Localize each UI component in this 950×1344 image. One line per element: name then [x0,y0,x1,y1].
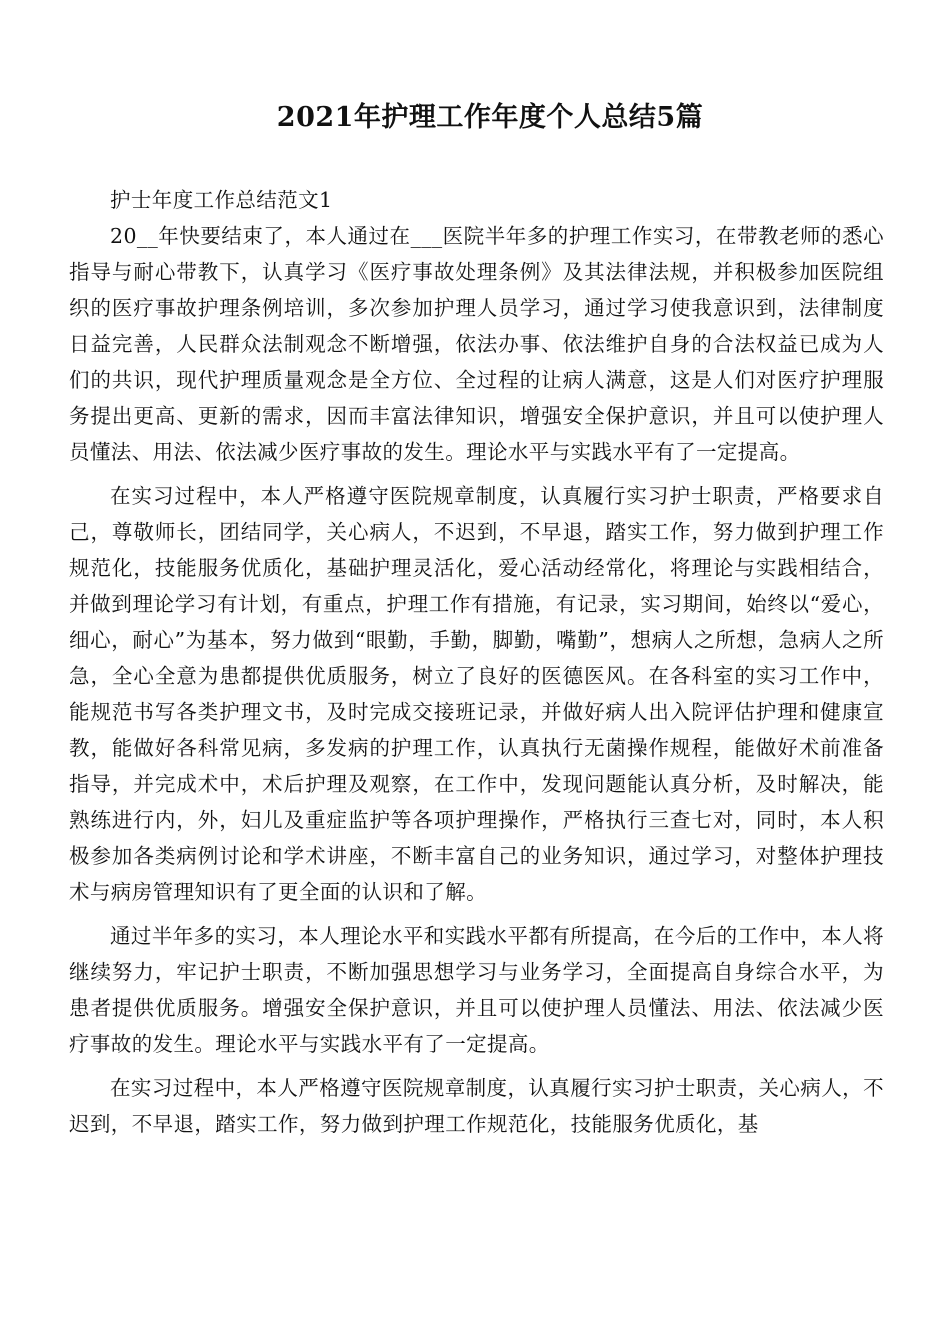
body-paragraph-4: 在实习过程中，本人严格遵守医院规章制度，认真履行实习护士职责，关心病人，不迟到，不早退，踏实工作，努力做到护理工作规范化，技能服务优质化，基 [69,1076,884,1136]
document-body [69,182,884,1142]
body-paragraph-3: 通过半年多的实习，本人理论水平和实践水平都有所提高，在今后的工作中，本人将继续努力，牢记护士职责，不断加强思想学习与业务学习，全面提高自身综合水平，为患者提供优质服务。增强安全保护意识，并且可以使护理人员懂法、用法、依法减少医疗事故的发生。理论水平与实践水平有了一定提高。 [69,924,884,1056]
document-title: 2021年护理工作年度个人总结5篇 [276,102,704,133]
section-heading: 护士年度工作总结范文1 [110,188,333,212]
body-paragraph-1: 20__年快要结束了，本人通过在___医院半年多的护理工作实习，在带教老师的悉心指导与耐心带教下，认真学习《医疗事故处理条例》及其法律法规，并积极参加医院组织的医疗事故护理条例培训，多次参加护理人员学习，通过学习使我意识到，法律制度日益完善，人民群众法制观念不断增强，依法办事、依法维护自身的合法权益已成为人们的共识，现代护理质量观念是全方位、全过程的让病人满意，这是人们对医疗护理服务提出更高、更新的需求，因而丰富法律知识，增强安全保护意识，并且可以使护理人员懂法、用法、依法减少医疗事故的发生。理论水平与实践水平有了一定提高。 [69,224,884,464]
body-paragraph-2: 在实习过程中，本人严格遵守医院规章制度，认真履行实习护士职责，严格要求自己，尊敬师长，团结同学，关心病人，不迟到，不早退，踏实工作，努力做到护理工作规范化，技能服务优质化，基础护理灵活化，爱心活动经常化，将理论与实践相结合，并做到理论学习有计划，有重点，护理工作有措施，有记录，实习期间，始终以“爱心，细心，耐心”为基本，努力做到“眼勤，手勤，脚勤，嘴勤”，想病人之所想，急病人之所急，全心全意为患都提供优质服务，树立了良好的医德医风。在各科室的实习工作中，能规范书写各类护理文书，及时完成交接班记录，并做好病人出入院评估护理和健康宣教，能做好各科常见病，多发病的护理工作，认真执行无菌操作规程，能做好术前准备指导，并完成术中，术后护理及观察，在工作中，发现问题能认真分析，及时解决，能熟练进行内，外，妇儿及重症监护等各项护理操作，严格执行三查七对，同时，本人积极参加各类病例讨论和学术讲座，不断丰富自己的业务知识，通过学习，对整体护理技术与病房管理知识有了更全面的认识和了解。 [69,484,884,904]
